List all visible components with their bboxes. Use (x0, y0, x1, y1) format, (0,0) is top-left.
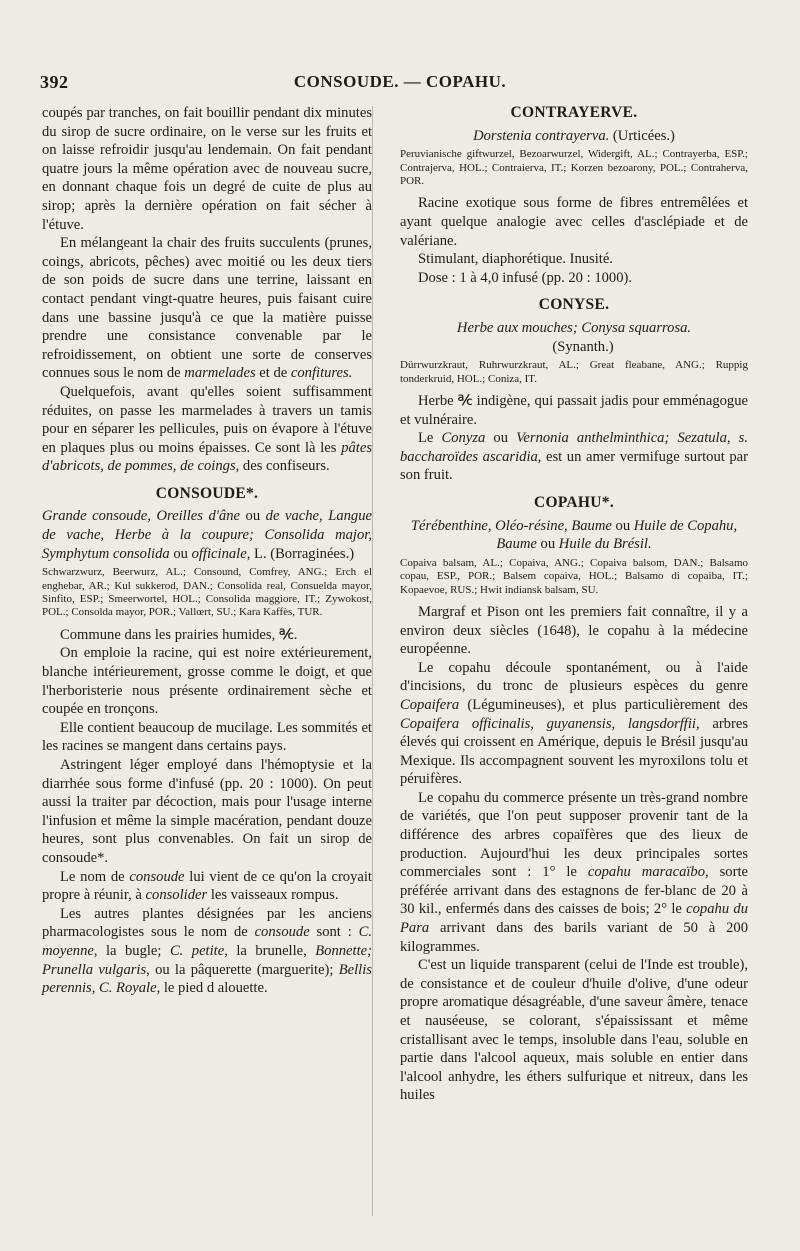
consoude-etymologie: Le nom de consoude lui vient de ce qu'on la croyait propre à réunir, à consolider les vaisseaux rompus. (42, 868, 372, 904)
consoude-mucilage: Elle contient beaucoup de mucilage. Les sommités et les racines se mangent dans certains pays. (42, 719, 372, 755)
contrayerve-properties: Stimulant, diaphorétique. Inusité. (418, 251, 613, 268)
contrayerve-dose: Dose : 1 à 4,0 infusé (pp. 20 : 1000). (418, 269, 633, 286)
copahu-foreign-names: Copaiva balsam, AL.; Copaiva, ANG.; Copaiva balsom, DAN.; Balsamo copau, ESP., POR.; Balsem copaiva, HOL.; Balsamo di copaiba, IT.; Kopaevoe, RUS.; Hwit indiansk balsam, SU. (400, 556, 748, 596)
copahu-properties: C'est un liquide transparent (celui de l'Inde est trouble), de consistance et de couleur d'huile d'olive, d'une odeur propre aromatique désagréable, d'une saveur âmère, tenace et nauséeuse, se colorant, s'épaississant et même cristallisant avec le temps, insoluble dans l'eau, soluble en partie dans l'alcool aqueux, mais soluble en entier dans l'alcool anhydre, les éthers sulfurique et nitreux, dans les huiles (400, 957, 748, 1104)
running-head: CONSOUDE. — COPAHU. (293, 72, 507, 91)
section-title-conyse: CONYSE. (538, 296, 610, 314)
consoude-autres-plantes: Les autres plantes désignées par les anciens pharmacologistes sous le nom de consoude sont : C. moyenne, la bugle; C. petite, la brunelle, Bonnette; Prunella vulgaris, ou la pâquerette (marguerite); Bellis perennis, C. Royale, le pied d alouette. (42, 905, 372, 997)
right-column (400, 104, 748, 1105)
contrayerve-description: Racine exotique sous forme de fibres entremêlées et ayant quelque analogie avec celles d'asclépiade et de valériane. (400, 195, 748, 249)
consoude-foreign-names: Schwarzwurz, Beerwurz, AL.; Consound, Comfrey, ANG.; Erch el enghebar, AR.; Kul sukkerod, DAN.; Consolida real, Consuelda mayor, Sinfito, ESP.; Smeerwortel, HOL.; Consolida maggiore, IT.; Zywokost, POL.; Consolda mayor, POR.; Vallœrt, SU.; Kara Kaffès, TUR. (42, 566, 372, 619)
conyse-foreign-names: Dürrwurzkraut, Ruhrwurzkraut, AL.; Great fleabane, ANG.; Ruppig tonderkruid, HOL.; Coniza, IT. (400, 359, 748, 385)
paragraph-pates: Quelquefois, avant qu'elles soient suffisamment réduites, on passe les marmelades à travers un tamis pour en séparer les pellicules, puis on évapore à l'étuve en plaques plus ou moins épaisses. Ce sont là les pâtes d'abricots, de pommes, de coings, des confiseurs. (42, 383, 372, 475)
page-number: 392 (40, 72, 69, 92)
copahu-commerce: Le copahu du commerce présente un très-grand nombre de variétés, que l'on peut supposer provenir tant de la différence des arbres copaïfères que des lieux de production. Aujourd'hui les deux principales sortes commerciales sont : 1° le copahu maracaïbo, sorte préférée arrivant dans des estagnons de fer-blanc de 20 à 30 kil., enfermés dans des caisses de bois; 2° le copahu du Para arrivant dans des barils variant de 50 à 200 kilogrammes. (400, 789, 748, 955)
section-title-copahu: COPAHU*. (533, 493, 615, 511)
consoude-usage: Astringent léger employé dans l'hémoptysie et la diarrhée sous forme d'infusé (pp. 20 : 1000). On peut aussi la traiter par décoction, mais pour l'usage interne l'infusion et même la simple macération, pendant douze heures, sont plus convenables. On fait un sirop de consoude*. (42, 757, 372, 866)
consoude-habitat: Commune dans les prairies humides, ℀. (60, 626, 298, 643)
paragraph-fruits-sirop: coupés par tranches, on fait bouillir pendant dix minutes du sirop de sucre ordinaire, on le verse sur les fruits et on laisse refroidir jusqu'au lendemain. On fait pendant quatre jours la même opération avec de nouveau sucre, en donnant chaque fois un degré de cuite de plus au sirop; après la dernière opération on fait sécher à l'étuve. (42, 105, 372, 233)
column-divider (372, 106, 373, 1216)
conyse-vermifuge: Le Conyza ou Vernonia anthelminthica; Sezatula, s. baccharoïdes ascaridia, est un amer vermifuge surtout par son fruit. (400, 430, 749, 484)
copahu-history: Margraf et Pison ont les premiers fait connaître, il y a environ deux siècles (1648), le copahu à la médecine européenne. (400, 603, 748, 658)
copahu-origin: Le copahu découle spontanément, ou à l'aide d'incisions, du tronc de plusieurs espèces du genre Copaifera (Légumineuses), et plus particulièrement des Copaifera officinalis, guyanensis, langsdorffii, arbres élevés qui croissent en Amérique, depuis le Brésil jusqu'au Mexique. Ils accompagnent souvent les myroxilons tolu et péruifères. (400, 659, 748, 788)
contrayerve-synonyms: Dorstenia contrayerva. (Urticées.) (473, 127, 675, 144)
conyse-family: (Synanth.) (552, 338, 614, 355)
consoude-synonyms: Grande consoude, Oreilles d'âne ou de vache, Langue de vache, Herbe à la coupure; Consolida major, Symphytum consolida ou officinale, L. (Borraginées.) (42, 508, 373, 562)
left-column (42, 104, 372, 998)
paragraph-marmelades: En mélangeant la chair des fruits succulents (prunes, coings, abricots, pêches) avec moitié ou les deux tiers de son poids de sucre dans une terrine, laissant en contact pendant vingt-quatre heures, puis faisant cuire dans une bassine jusqu'à ce que la matière puisse prendre une consistance convenable par le refroidissement, on obtient une sorte de conserves connues sous le nom de marmelades et de confitures. (42, 235, 372, 382)
consoude-racine: On emploie la racine, qui est noire extérieurement, blanche intérieurement, grosse comme le doigt, et que l'herboristerie nous présente ordinairement sèche et coupée en tronçons. (42, 645, 372, 718)
page-header (40, 72, 760, 100)
section-title-contrayerve: CONTRAYERVE. (510, 104, 638, 121)
conyse-description: Herbe ℀ indigène, qui passait jadis pour emménagogue et vulnéraire. (400, 392, 748, 428)
section-title-consoude: CONSOUDE*. (155, 484, 259, 502)
copahu-synonyms: Térébenthine, Oléo-résine, Baume ou Huile de Copahu, Baume ou Huile du Brésil. (410, 517, 738, 553)
conyse-synonyms: Herbe aux mouches; Conysa squarrosa. (456, 319, 692, 336)
contrayerve-foreign-names: Peruvianische giftwurzel, Bezoarwurzel, Widergift, AL.; Contrayerba, ESP.; Contrajerva, HOL.; Contraierva, IT.; Korzen bezoarony, POL.; Contraherva, POR. (400, 148, 748, 187)
